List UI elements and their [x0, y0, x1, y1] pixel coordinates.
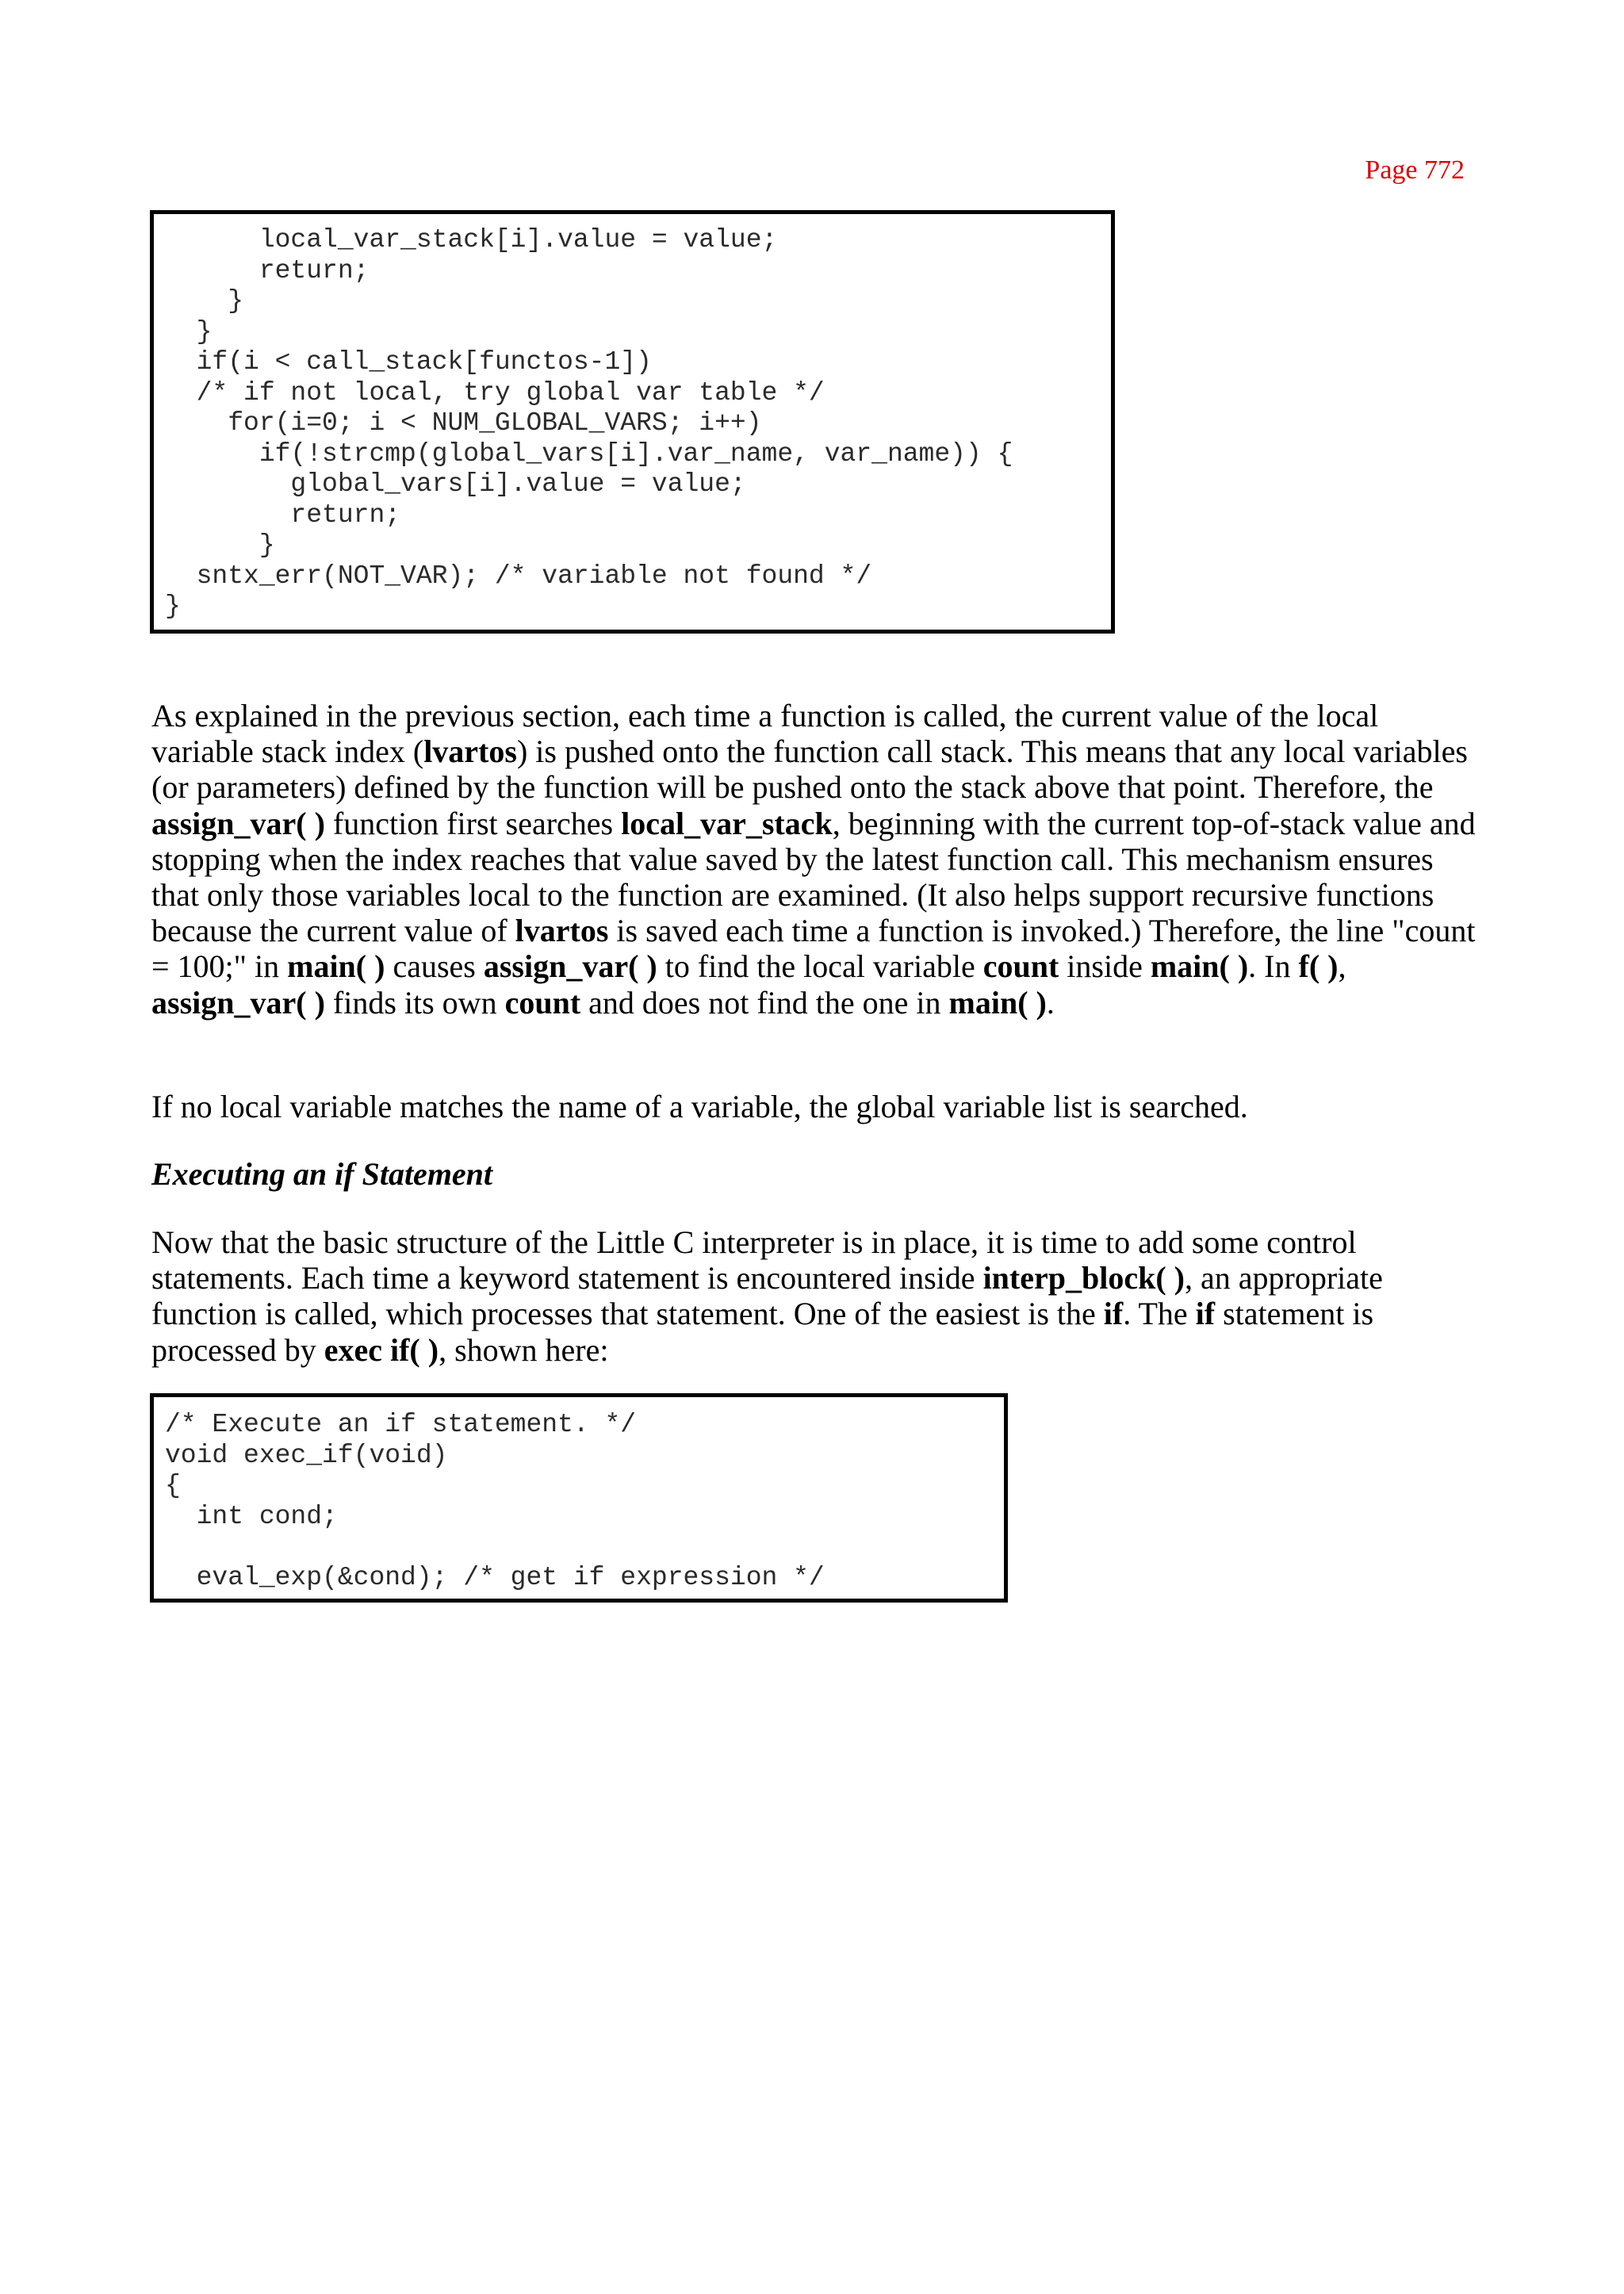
bold-term: exec if( )	[324, 1331, 439, 1368]
code-line: }	[165, 530, 275, 560]
bold-term: assign_var( )	[483, 948, 657, 985]
bold-term: interp_block( )	[982, 1260, 1185, 1296]
code-listing-text	[165, 225, 1111, 622]
section-heading: Executing an if Statement	[151, 1156, 493, 1192]
code-listing-text	[165, 1410, 1004, 1593]
paragraph-text: .	[1046, 984, 1055, 1021]
code-listing-exec-if	[150, 1393, 1008, 1603]
code-line: void exec_if(void)	[165, 1440, 448, 1470]
paragraph-text: statement is processed by	[151, 1296, 1374, 1368]
paragraph-text: , beginning with the current top-of-stack value and stopping when the index reaches that value saved by the latest function call. This mechanism ensures that only those variables local to the function are examined. (It also helps support recursive functions because the current value of	[151, 805, 1476, 949]
page-number: Page 772	[1365, 155, 1465, 185]
bold-term: count	[982, 948, 1059, 985]
code-line: {	[165, 1471, 181, 1500]
paragraph-text: Now that the basic structure of the Little C interpreter is in place, it is time to add some control statements. Each time a keyword statement is encountered inside	[151, 1224, 1357, 1296]
bold-term: lvartos	[515, 913, 609, 949]
paragraph-text: , shown here:	[439, 1331, 609, 1368]
code-line: return;	[165, 500, 401, 530]
paragraph-text: to find the local variable	[657, 948, 983, 985]
paragraph-text: ,	[1338, 948, 1346, 985]
paragraph-assign-var-explanation	[151, 698, 1476, 1021]
paragraph-text: causes	[385, 948, 484, 985]
bold-term: main( )	[287, 948, 385, 985]
bold-term: f( )	[1298, 948, 1339, 985]
bold-term: if	[1195, 1296, 1216, 1332]
code-line: /* if not local, try global var table */	[165, 377, 825, 408]
code-listing-assign-var	[150, 210, 1115, 634]
code-line: }	[165, 286, 244, 316]
paragraph-text: inside	[1059, 948, 1151, 985]
code-line: return;	[165, 255, 370, 285]
code-line: }	[165, 316, 213, 347]
bold-term: local_var_stack	[621, 805, 833, 841]
code-line: eval_exp(&cond); /* get if expression */	[165, 1562, 825, 1592]
paragraph-global-search: If no local variable matches the name of a variable, the global variable list is searched.	[151, 1089, 1248, 1124]
bold-term: main( )	[1150, 948, 1249, 985]
paragraph-text: and does not find the one in	[580, 984, 949, 1021]
code-line: int cond;	[165, 1501, 338, 1531]
bold-term: if	[1103, 1296, 1124, 1332]
code-line: if(!strcmp(global_vars[i].var_name, var_name)) {	[165, 439, 1013, 469]
code-line: local_var_stack[i].value = value;	[165, 225, 778, 255]
bold-term: count	[504, 984, 581, 1021]
code-line: for(i=0; i < NUM_GLOBAL_VARS; i++)	[165, 408, 762, 438]
paragraph-text: function first searches	[324, 805, 622, 841]
bold-term: main( )	[948, 984, 1047, 1021]
code-line: }	[165, 592, 181, 621]
code-line: if(i < call_stack[functos-1])	[165, 347, 652, 377]
paragraph-text: , an appropriate function is called, which processes that statement. One of the easiest is the	[151, 1260, 1383, 1332]
code-line: global_vars[i].value = value;	[165, 469, 746, 499]
bold-term: lvartos	[423, 733, 517, 770]
code-line: sntx_err(NOT_VAR); /* variable not found */	[165, 561, 872, 591]
paragraph-text: As explained in the previous section, each time a function is called, the current value of the local variable stack index (	[151, 698, 1379, 770]
bold-term: assign_var( )	[151, 805, 325, 841]
code-line: /* Execute an if statement. */	[165, 1410, 637, 1439]
paragraph-text: . In	[1248, 948, 1299, 985]
paragraph-text: ) is pushed onto the function call stack. This means that any local variables (or parameters) defined by the function will be pushed onto the stack above that point. Therefore, the	[151, 733, 1468, 806]
paragraph-text: is saved each time a function is invoked.) Therefore, the line "count = 100;" in	[151, 913, 1476, 985]
paragraph-text: finds its own	[324, 984, 505, 1021]
paragraph-control-statements	[151, 1224, 1476, 1368]
bold-term: assign_var( )	[151, 984, 325, 1021]
paragraph-text: . The	[1123, 1296, 1196, 1332]
